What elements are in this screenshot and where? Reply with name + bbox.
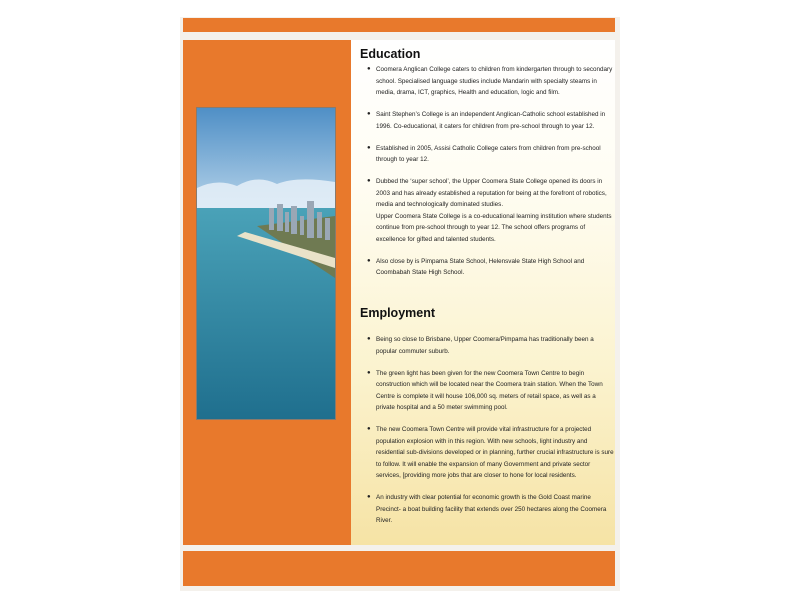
list-item: ● Also close by is Pimpama State School, Helensvale State High School and Coombabah State High School. bbox=[367, 257, 585, 276]
coastline-skyline-photo bbox=[196, 107, 336, 420]
bullet-icon: ● bbox=[367, 257, 371, 264]
employment-bullet-list bbox=[365, 334, 615, 537]
bottom-orange-banner bbox=[183, 551, 615, 586]
list-item: ● Being so close to Brisbane, Upper Coomera/Pimpama has traditionally been a popular commuter suburb. bbox=[367, 336, 594, 355]
top-orange-banner bbox=[183, 18, 615, 32]
list-item: ● Coomera Anglican College caters to children from kindergarten through to secondary school. Specialised language studies include Mandarin with specialty steams in media, drama, ICT, graphics, Health and education, logic and film. bbox=[367, 66, 613, 96]
education-bullet-list bbox=[365, 64, 615, 289]
bullet-icon: ● bbox=[367, 369, 371, 376]
list-item: ● Dubbed the ‘super school’, the Upper Coomera State College opened its doors in 2003 and has already established a reputation for being at the forefront of robotics, media and technologically dominated studies. Upper Coomera State College is a co-educational learning institution where students continue from pre-school through to year 12. The school offers programs of excellence for gifted and talented students. bbox=[367, 178, 612, 243]
bullet-icon: ● bbox=[367, 178, 371, 184]
education-heading: Education bbox=[360, 47, 421, 61]
bullet-icon: ● bbox=[367, 111, 371, 117]
photo-clouds bbox=[197, 179, 335, 208]
bullet-icon: ● bbox=[367, 144, 371, 151]
employment-heading: Employment bbox=[360, 306, 436, 320]
list-item: ● The new Coomera Town Centre will provide vital infrastructure for a projected population explosion with in this region. With new schools, light industry and residential sub-divisions developed or in planning, further crucial infrastructure is sure to follow. It will enable the expansion of many Government and private sector services, [providing more jobs that are closer to hone for local residents. bbox=[367, 426, 614, 479]
bullet-icon: ● bbox=[367, 336, 371, 342]
bullet-icon: ● bbox=[367, 494, 371, 500]
bullet-icon: ● bbox=[367, 66, 371, 72]
bullet-icon: ● bbox=[367, 426, 371, 432]
list-item: ● An industry with clear potential for economic growth is the Gold Coast marine Precinct- a boat building facility that extends over 250 hectares along the Coomera River. bbox=[367, 494, 607, 524]
list-item: ● The green light has been given for the new Coomera Town Centre to begin construction which will be located near the Coomera train station. When the Town Centre is complete it will house 106,000 sq. meters of retail space, as well as a private hospital and a 50 meter swimming pool. bbox=[367, 369, 603, 411]
list-item: ● Established in 2005, Assisi Catholic College caters from children from pre-school through to year 12. bbox=[367, 144, 601, 163]
list-item: ● Saint Stephen’s College is an independent Anglican-Catholic school established in 1996. Co-educational, it caters for children from pre-school through to year 12. bbox=[367, 111, 606, 130]
